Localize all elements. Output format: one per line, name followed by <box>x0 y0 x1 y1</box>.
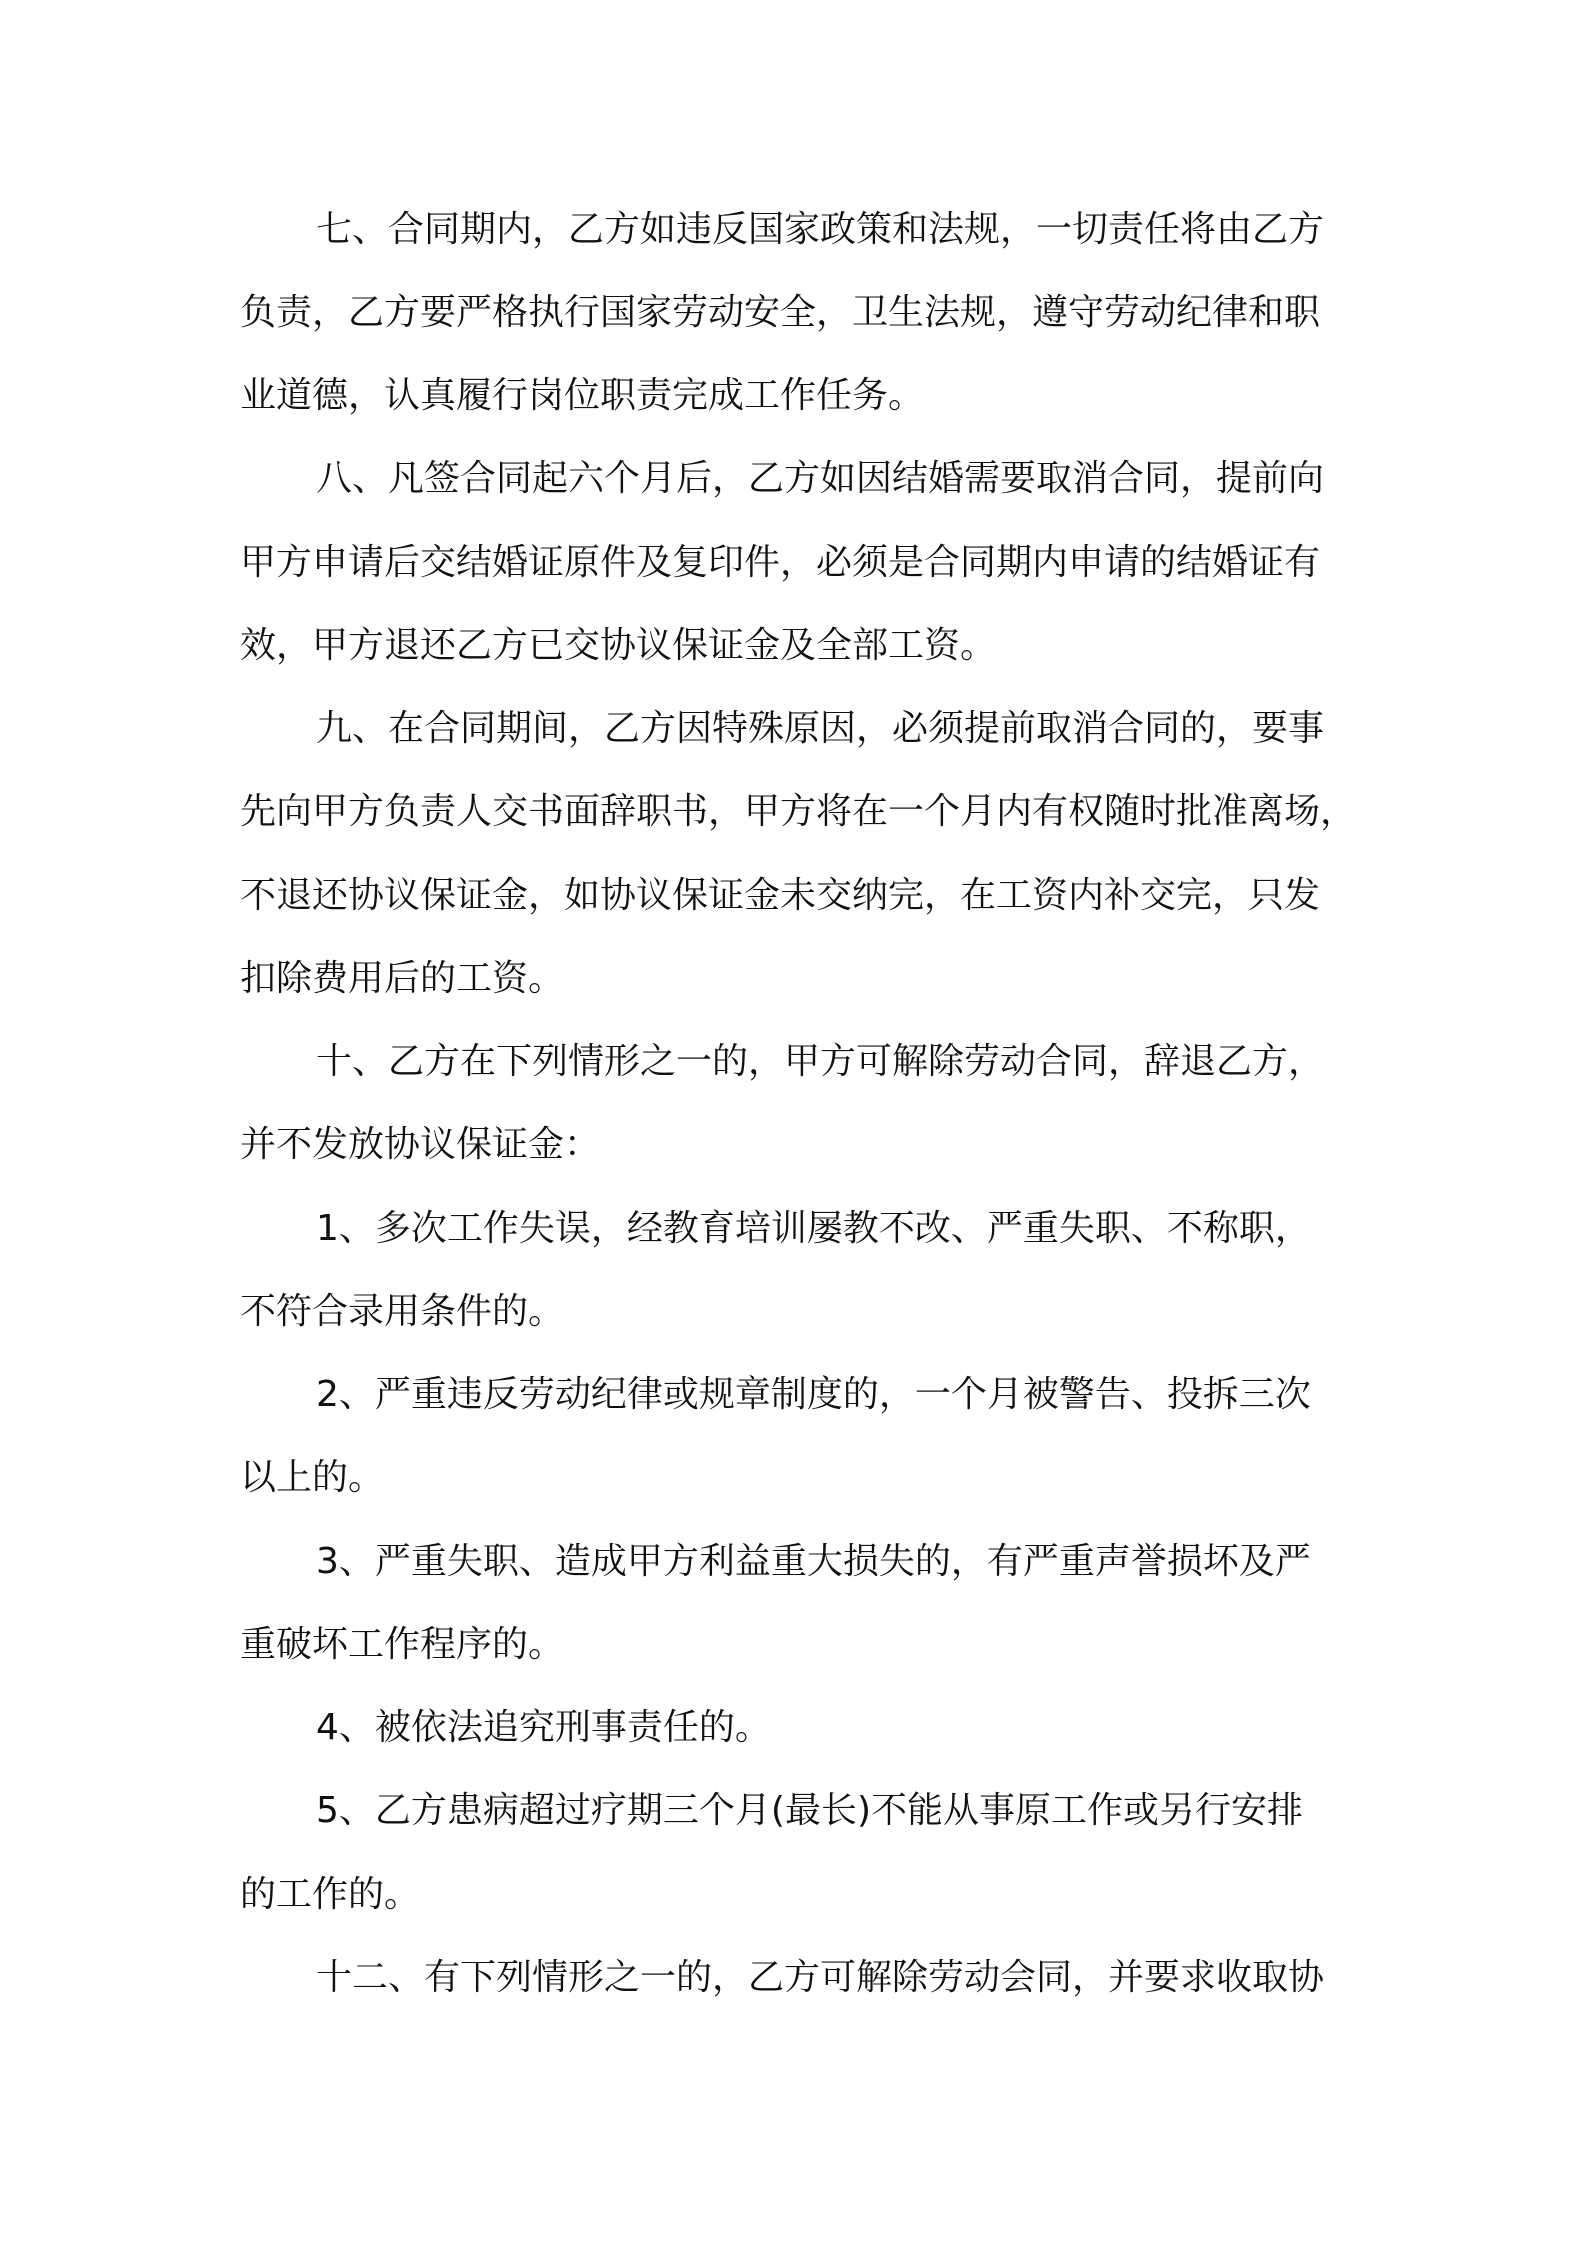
clause-7-line-1: 七、合同期内，乙方如违反国家政策和法规，一切责任将由乙方 <box>316 209 1325 250</box>
item-2-line-2: 以上的。 <box>240 1457 385 1498</box>
clause-9-line-2: 先向甲方负责人交书面辞职书，甲方将在一个月内有权随时批准离场， <box>240 791 1357 832</box>
item-4-line-1: 4、被依法追究刑事责任的。 <box>316 1707 771 1748</box>
item-5-line-2: 的工作的。 <box>240 1874 421 1915</box>
clause-12-line-1: 十二、有下列情形之一的，乙方可解除劳动会同，并要求收取协 <box>316 1957 1325 1998</box>
clause-7-line-2: 负责，乙方要严格执行国家劳动安全，卫生法规，遵守劳动纪律和职 <box>240 292 1321 333</box>
clause-10-line-1: 十、乙方在下列情形之一的，甲方可解除劳动合同，辞退乙方， <box>316 1041 1325 1082</box>
clause-8-line-1: 八、凡签合同起六个月后，乙方如因结婚需要取消合同，提前向 <box>316 458 1325 499</box>
item-5-line-1: 5、乙方患病超过疗期三个月(最长)不能从事原工作或另行安排 <box>316 1790 1303 1831</box>
item-3-line-2: 重破坏工作程序的。 <box>240 1624 565 1665</box>
clause-9-line-4: 扣除费用后的工资。 <box>240 958 565 999</box>
clause-9-line-1: 九、在合同期间，乙方因特殊原因，必须提前取消合同的，要事 <box>316 708 1325 749</box>
clause-7-line-3: 业道德，认真履行岗位职责完成工作任务。 <box>240 375 925 416</box>
item-2-line-1: 2、严重违反劳动纪律或规章制度的，一个月被警告、投拆三次 <box>316 1374 1311 1415</box>
clause-9-line-3: 不退还协议保证金，如协议保证金未交纳完，在工资内补交完，只发 <box>240 875 1321 916</box>
clause-8-line-2: 甲方申请后交结婚证原件及复印件，必须是合同期内申请的结婚证有 <box>240 542 1321 583</box>
clause-10-line-2: 并不发放协议保证金： <box>240 1124 601 1165</box>
item-1-line-1: 1、多次工作失误，经教育培训屡教不改、严重失职、不称职， <box>316 1208 1311 1249</box>
item-3-line-1: 3、严重失职、造成甲方利益重大损失的，有严重声誉损坏及严 <box>316 1541 1311 1582</box>
item-1-line-2: 不符合录用条件的。 <box>240 1291 565 1332</box>
clause-8-line-3: 效，甲方退还乙方已交协议保证金及全部工资。 <box>240 625 997 666</box>
